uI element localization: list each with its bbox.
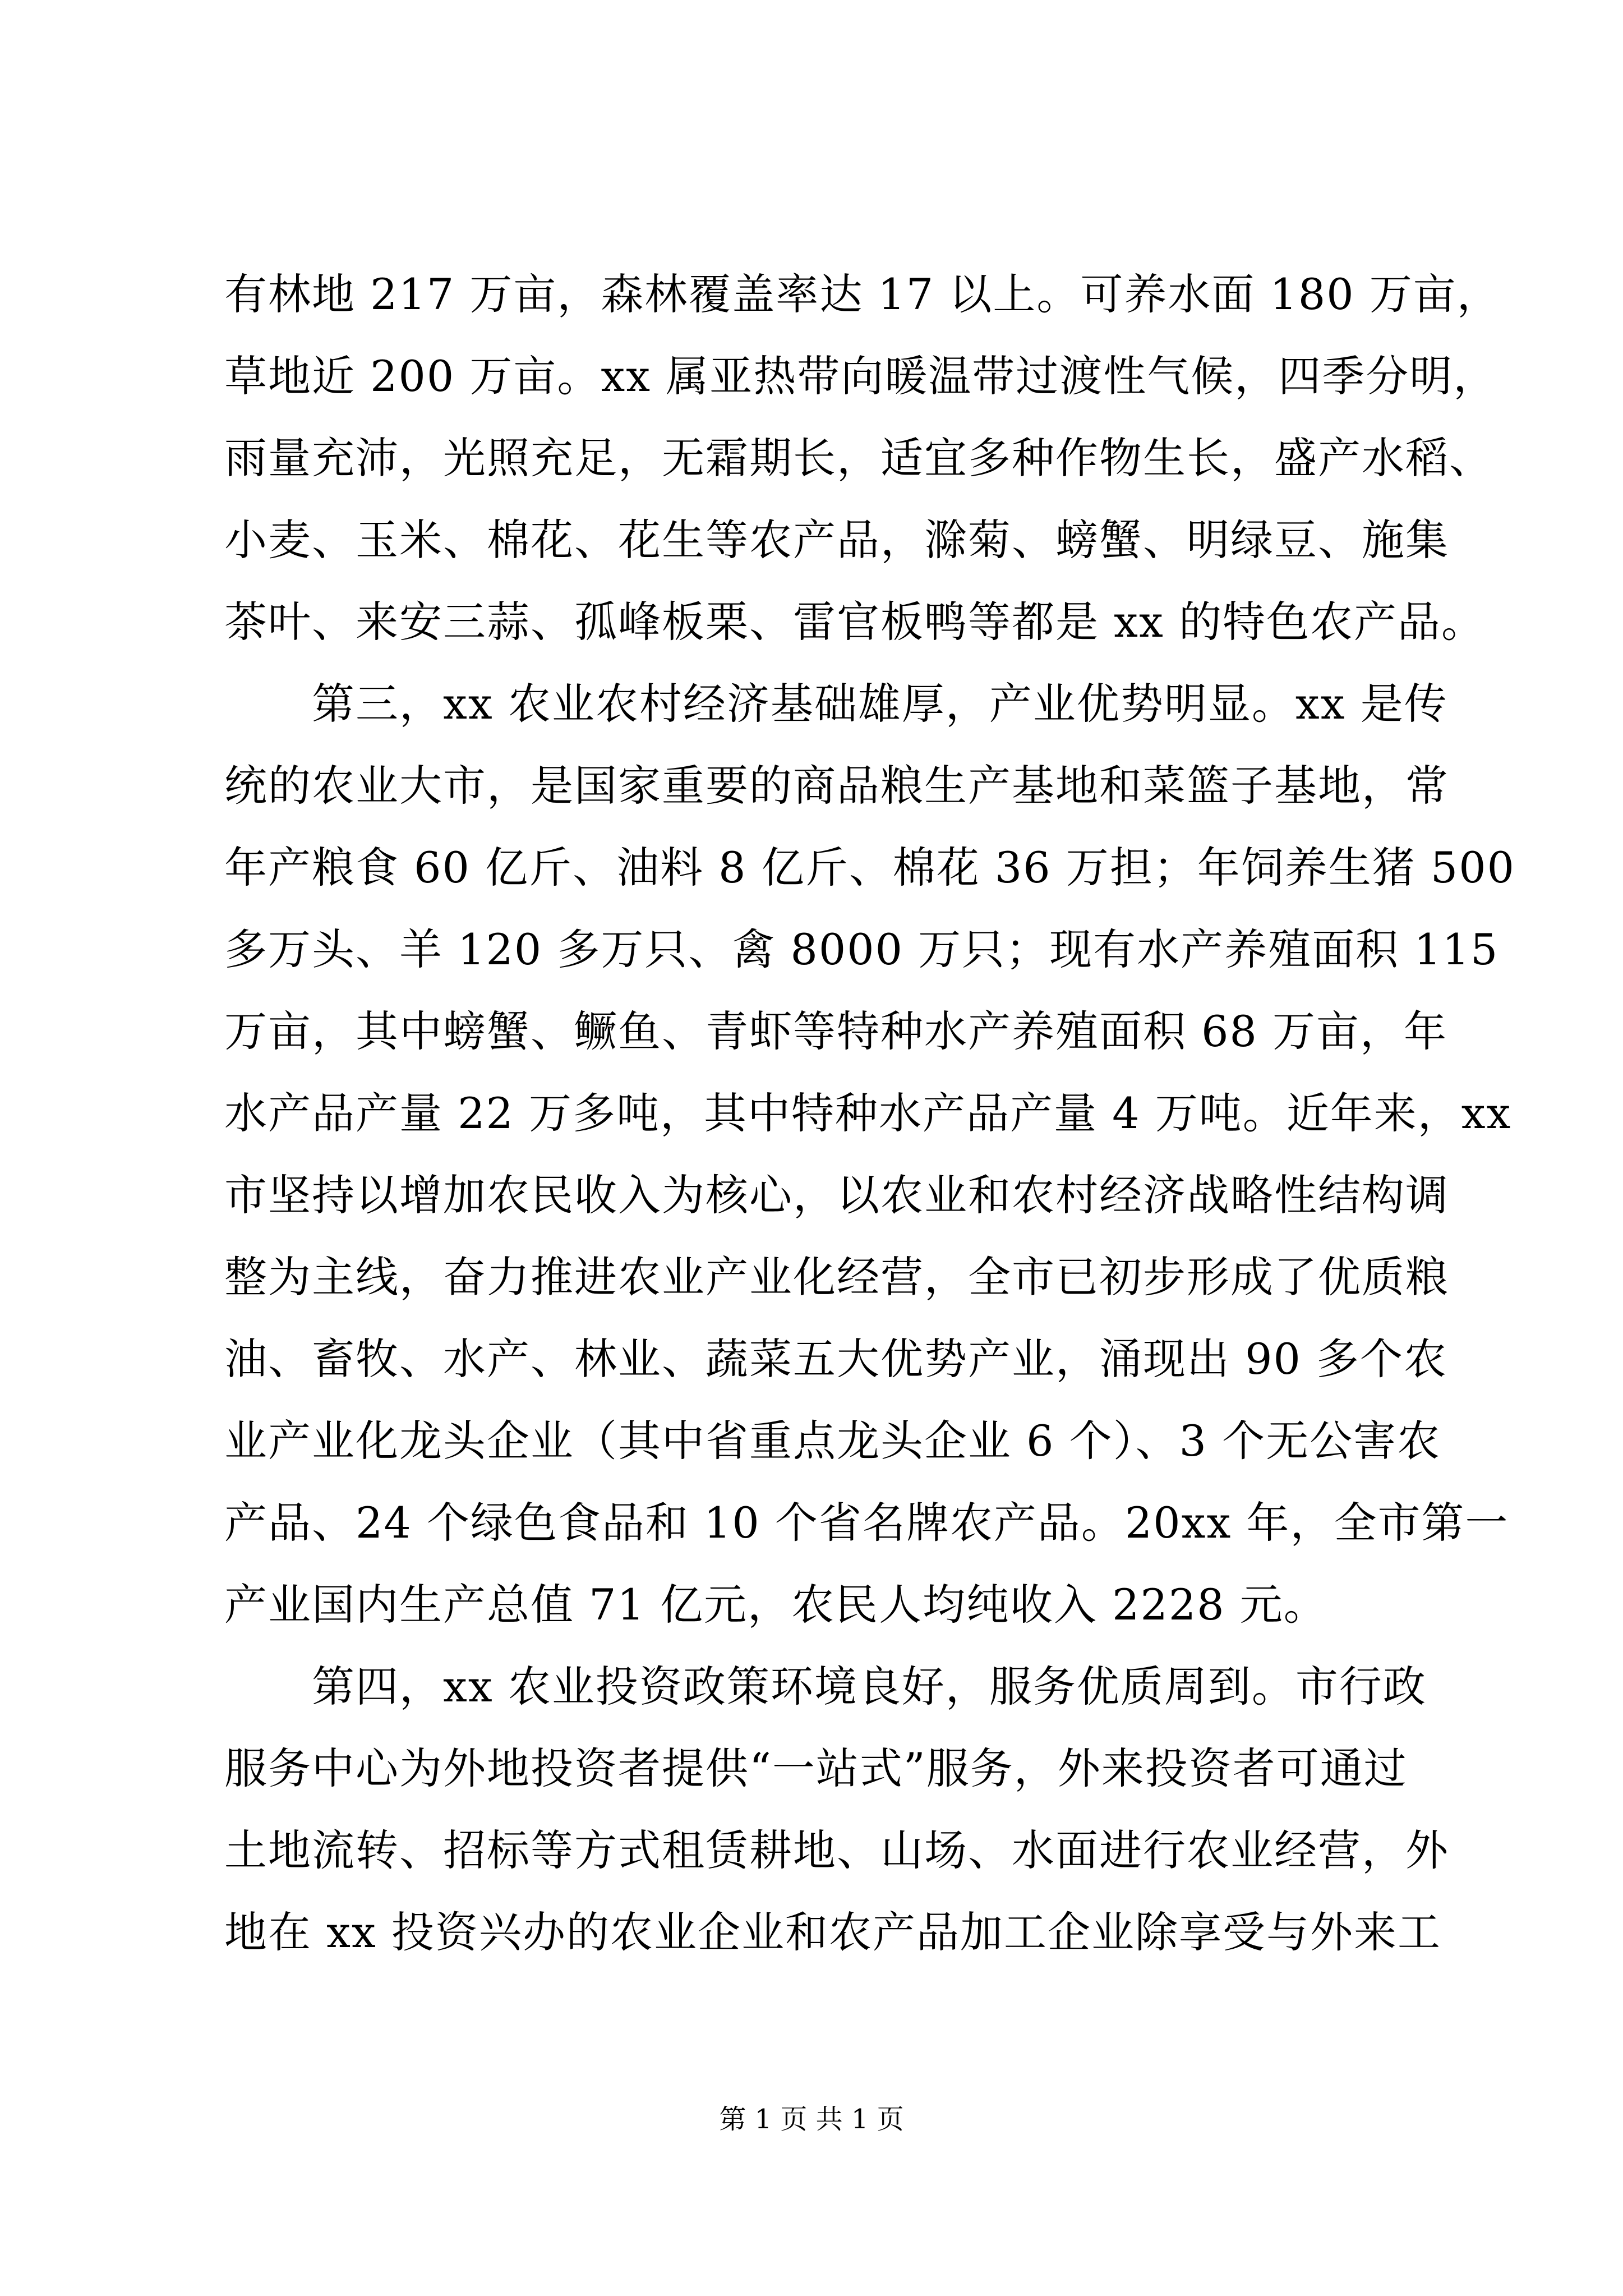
text-line: 统的农业大市，是国家重要的商品粮生产基地和菜篮子基地，常 bbox=[224, 761, 1449, 811]
text-line: 万亩，其中螃蟹、鳜鱼、青虾等特种水产养殖面积 68 万亩，年 bbox=[224, 1006, 1448, 1056]
text-line: 业产业化龙头企业（其中省重点龙头企业 6 个）、3 个无公害农 bbox=[224, 1416, 1441, 1466]
text-line: 地在 xx 投资兴办的农业企业和农产品加工企业除享受与外来工 bbox=[224, 1907, 1442, 1957]
text-line: 有林地 217 万亩，森林覆盖率达 17 以上。可养水面 180 万亩， bbox=[224, 269, 1501, 319]
text-line: 第四，xx 农业投资政策环境良好，服务优质周到。市行政 bbox=[224, 1662, 1427, 1711]
page-footer bbox=[0, 2102, 1623, 2136]
text-line: 市坚持以增加农民收入为核心，以农业和农村经济战略性结构调 bbox=[224, 1170, 1449, 1220]
document-body bbox=[224, 254, 1515, 1973]
page-number: 第 1 页 共 1 页 bbox=[719, 2104, 904, 2135]
text-line: 雨量充沛，光照充足，无霜期长，适宜多种作物生长，盛产水稻、 bbox=[224, 433, 1493, 483]
text-line: 油、畜牧、水产、林业、蔬菜五大优势产业，涌现出 90 多个农 bbox=[224, 1334, 1448, 1384]
text-line: 整为主线，奋力推进农业产业化经营，全市已初步形成了优质粮 bbox=[224, 1252, 1449, 1302]
text-line: 服务中心为外地投资者提供“一站式”服务，外来投资者可通过 bbox=[224, 1743, 1408, 1793]
text-line: 产业国内生产总值 71 亿元，农民人均纯收入 2228 元。 bbox=[224, 1580, 1327, 1630]
text-line: 第三，xx 农业农村经济基础雄厚，产业优势明显。xx 是传 bbox=[224, 679, 1448, 729]
text-line: 草地近 200 万亩。xx 属亚热带向暖温带过渡性气候，四季分明， bbox=[224, 351, 1497, 401]
text-line: 多万头、羊 120 多万只、禽 8000 万只；现有水产养殖面积 115 bbox=[224, 924, 1499, 974]
text-line: 土地流转、招标等方式租赁耕地、山场、水面进行农业经营，外 bbox=[224, 1825, 1449, 1875]
text-line: 水产品产量 22 万多吨，其中特种水产品产量 4 万吨。近年来，xx bbox=[224, 1088, 1512, 1138]
text-line: 年产粮食 60 亿斤、油料 8 亿斤、棉花 36 万担；年饲养生猪 500 bbox=[224, 843, 1515, 892]
text-line: 茶叶、来安三蒜、孤峰板栗、雷官板鸭等都是 xx 的特色农产品。 bbox=[224, 597, 1486, 647]
text-line: 小麦、玉米、棉花、花生等农产品，滁菊、螃蟹、明绿豆、施集 bbox=[224, 515, 1449, 565]
text-line: 产品、24 个绿色食品和 10 个省名牌农产品。20xx 年，全市第一 bbox=[224, 1498, 1509, 1548]
